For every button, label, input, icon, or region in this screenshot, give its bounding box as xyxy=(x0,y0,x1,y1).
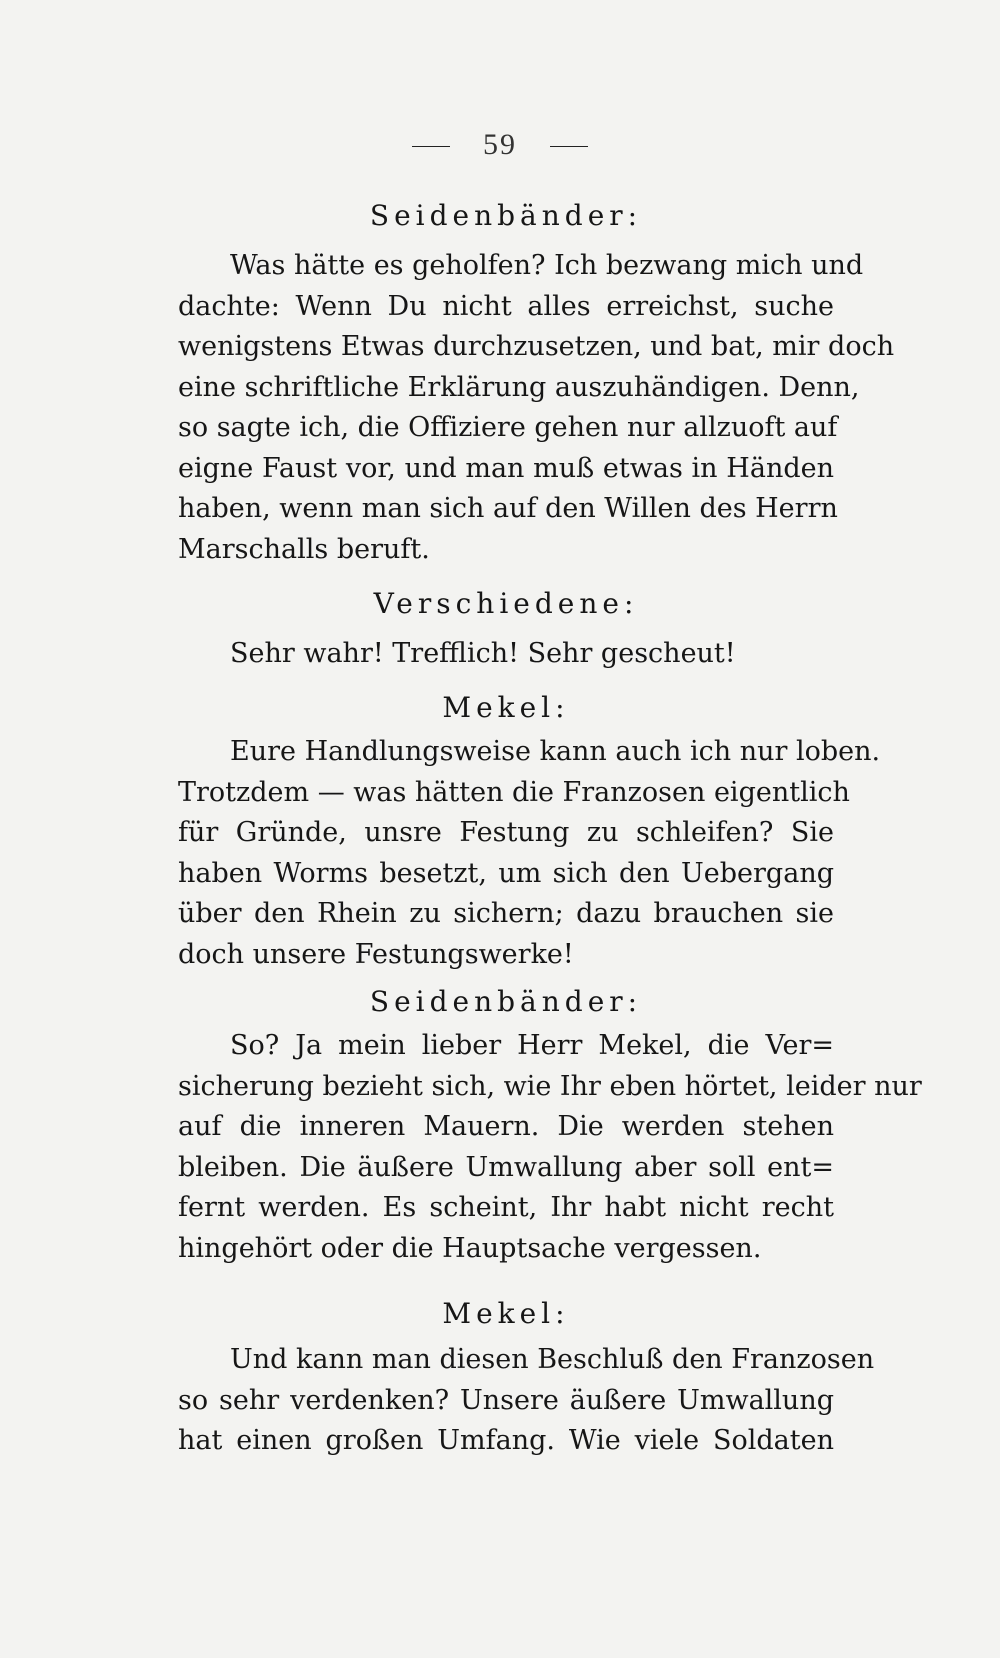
text-line: bleiben. Die äußere Umwallung aber soll ent= xyxy=(178,1151,834,1183)
text-line: haben, wenn man sich auf den Willen des Herrn xyxy=(178,493,838,524)
text-line: für Gründe, unsre Festung zu schleifen? Sie xyxy=(178,817,834,848)
text-line: Trotzdem — was hätten die Franzosen eigentlich xyxy=(178,776,850,808)
speaker-name: Mekel: xyxy=(442,1297,570,1330)
header-dash-left xyxy=(412,146,450,147)
text-line: sicherung bezieht sich, wie Ihr eben hörtet, leider nur xyxy=(178,1070,922,1102)
text-line: So? Ja mein lieber Herr Mekel, die Ver= xyxy=(230,1030,834,1061)
text-line: hat einen großen Umfang. Wie viele Soldaten xyxy=(178,1425,834,1456)
speaker-name: Seidenbänder: xyxy=(369,985,643,1018)
text-line: doch unsere Festungswerke! xyxy=(178,938,574,970)
section-verschiedene xyxy=(178,584,834,675)
page-number: 59 xyxy=(483,128,517,161)
section-seidenbaender-1 xyxy=(178,196,895,570)
text-line: auf die inneren Mauern. Die werden stehen xyxy=(178,1111,834,1142)
text-line: Eure Handlungsweise kann auch ich nur loben. xyxy=(230,736,881,767)
speaker-name: Seidenbänder: xyxy=(369,199,643,232)
speaker-name: Mekel: xyxy=(442,691,570,724)
page-header xyxy=(0,128,1000,162)
text-line: eigne Faust vor, und man muß etwas in Händen xyxy=(178,452,834,484)
text-line: so sehr verdenken? Unsere äußere Umwallung xyxy=(178,1384,834,1416)
speaker-name: Verschiedene: xyxy=(373,587,639,620)
text-line: über den Rhein zu sichern; dazu brauchen sie xyxy=(178,898,834,929)
text-line: hingehört oder die Hauptsache vergessen. xyxy=(178,1232,762,1264)
header-dash-right xyxy=(550,146,588,147)
section-seidenbaender-2 xyxy=(178,982,922,1269)
text-line: haben Worms besetzt, um sich den Uebergang xyxy=(178,857,834,889)
text-line: Sehr wahr! Trefflich! Sehr gescheut! xyxy=(230,638,736,669)
text-line: so sagte ich, die Offiziere gehen nur allzuoft auf xyxy=(178,412,838,443)
section-mekel-1 xyxy=(178,688,881,975)
text-line: fernt werden. Es scheint, Ihr habt nicht recht xyxy=(178,1192,834,1223)
text-line: dachte: Wenn Du nicht alles erreichst, suche xyxy=(178,290,834,322)
section-mekel-2 xyxy=(178,1294,875,1462)
text-line: Marschalls beruft. xyxy=(178,533,430,565)
text-line: Was hätte es geholfen? Ich bezwang mich und xyxy=(230,250,864,281)
text-line: eine schriftliche Erklärung auszuhändigen. Denn, xyxy=(178,371,860,403)
text-line: wenigstens Etwas durchzusetzen, und bat, mir doch xyxy=(178,331,895,362)
text-line: Und kann man diesen Beschluß den Franzosen xyxy=(230,1344,875,1375)
